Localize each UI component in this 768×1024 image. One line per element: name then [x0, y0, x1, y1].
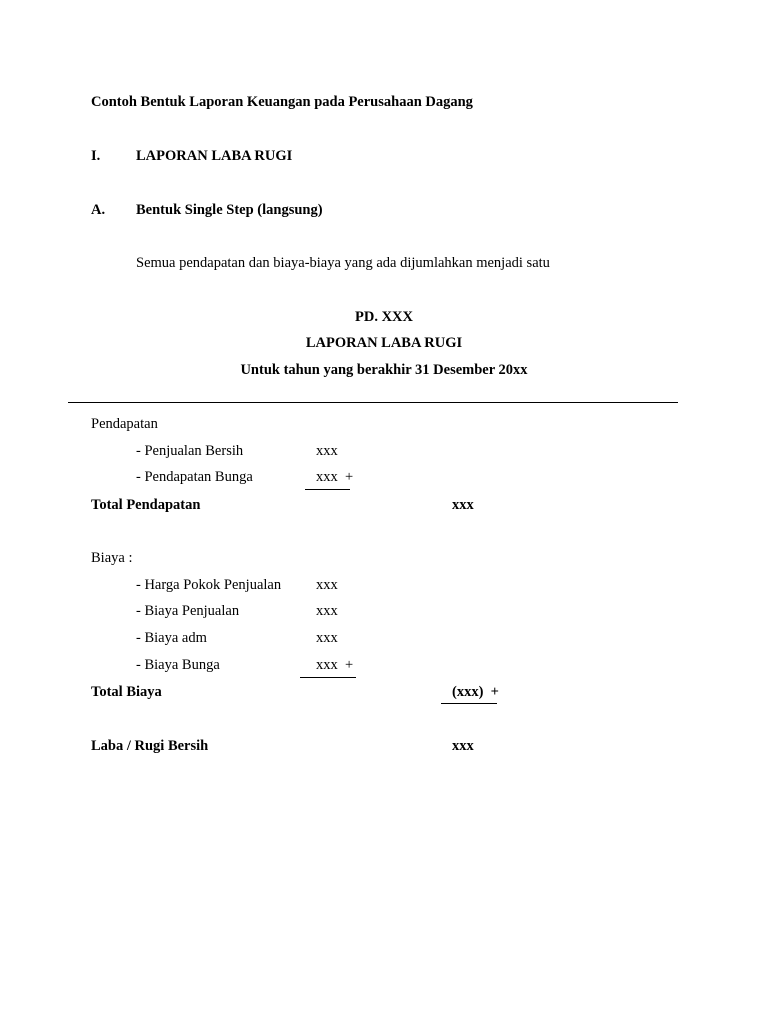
- total-revenue-label: Total Pendapatan: [91, 497, 201, 513]
- section-number: I.: [91, 148, 101, 164]
- expense-item-amount: xxx: [316, 630, 338, 646]
- expense-item-label: - Harga Pokok Penjualan: [136, 577, 282, 593]
- expense-heading: Biaya :: [91, 550, 133, 566]
- revenue-subtotal-line: [305, 489, 350, 490]
- expense-item-label: - Biaya adm: [136, 630, 207, 646]
- section-title: LAPORAN LABA RUGI: [136, 148, 293, 164]
- subsection-title: Bentuk Single Step (langsung): [136, 202, 323, 218]
- revenue-item-label: - Pendapatan Bunga: [136, 469, 253, 485]
- total-expense-line: [441, 703, 497, 704]
- net-result-label: Laba / Rugi Bersih: [91, 738, 209, 754]
- document-title: Contoh Bentuk Laporan Keuangan pada Perusahaan Dagang: [91, 94, 473, 110]
- total-expense-amount: (xxx) +: [452, 684, 499, 700]
- company-name: PD. XXX: [355, 309, 413, 325]
- expense-item-label: - Biaya Penjualan: [136, 603, 240, 619]
- header-divider: [68, 402, 678, 403]
- expense-item-label: - Biaya Bunga: [136, 657, 220, 673]
- revenue-item-label: - Penjualan Bersih: [136, 443, 244, 459]
- report-title: LAPORAN LABA RUGI: [305, 335, 463, 351]
- expense-subtotal-line: [300, 677, 356, 678]
- total-expense-label: Total Biaya: [91, 684, 162, 700]
- subsection-letter: A.: [91, 202, 106, 218]
- report-period: Untuk tahun yang berakhir 31 Desember 20xx: [240, 362, 528, 378]
- revenue-item-amount: xxx: [316, 443, 338, 459]
- description-text: Semua pendapatan dan biaya-biaya yang ada dijumlahkan menjadi satu: [136, 255, 550, 271]
- revenue-item-amount: xxx +: [316, 469, 354, 485]
- expense-item-amount: xxx: [316, 603, 338, 619]
- revenue-heading: Pendapatan: [91, 416, 158, 432]
- net-result-amount: xxx: [452, 738, 474, 754]
- total-revenue-amount: xxx: [452, 497, 474, 513]
- expense-item-amount: xxx: [316, 577, 338, 593]
- expense-item-amount: xxx +: [316, 657, 354, 673]
